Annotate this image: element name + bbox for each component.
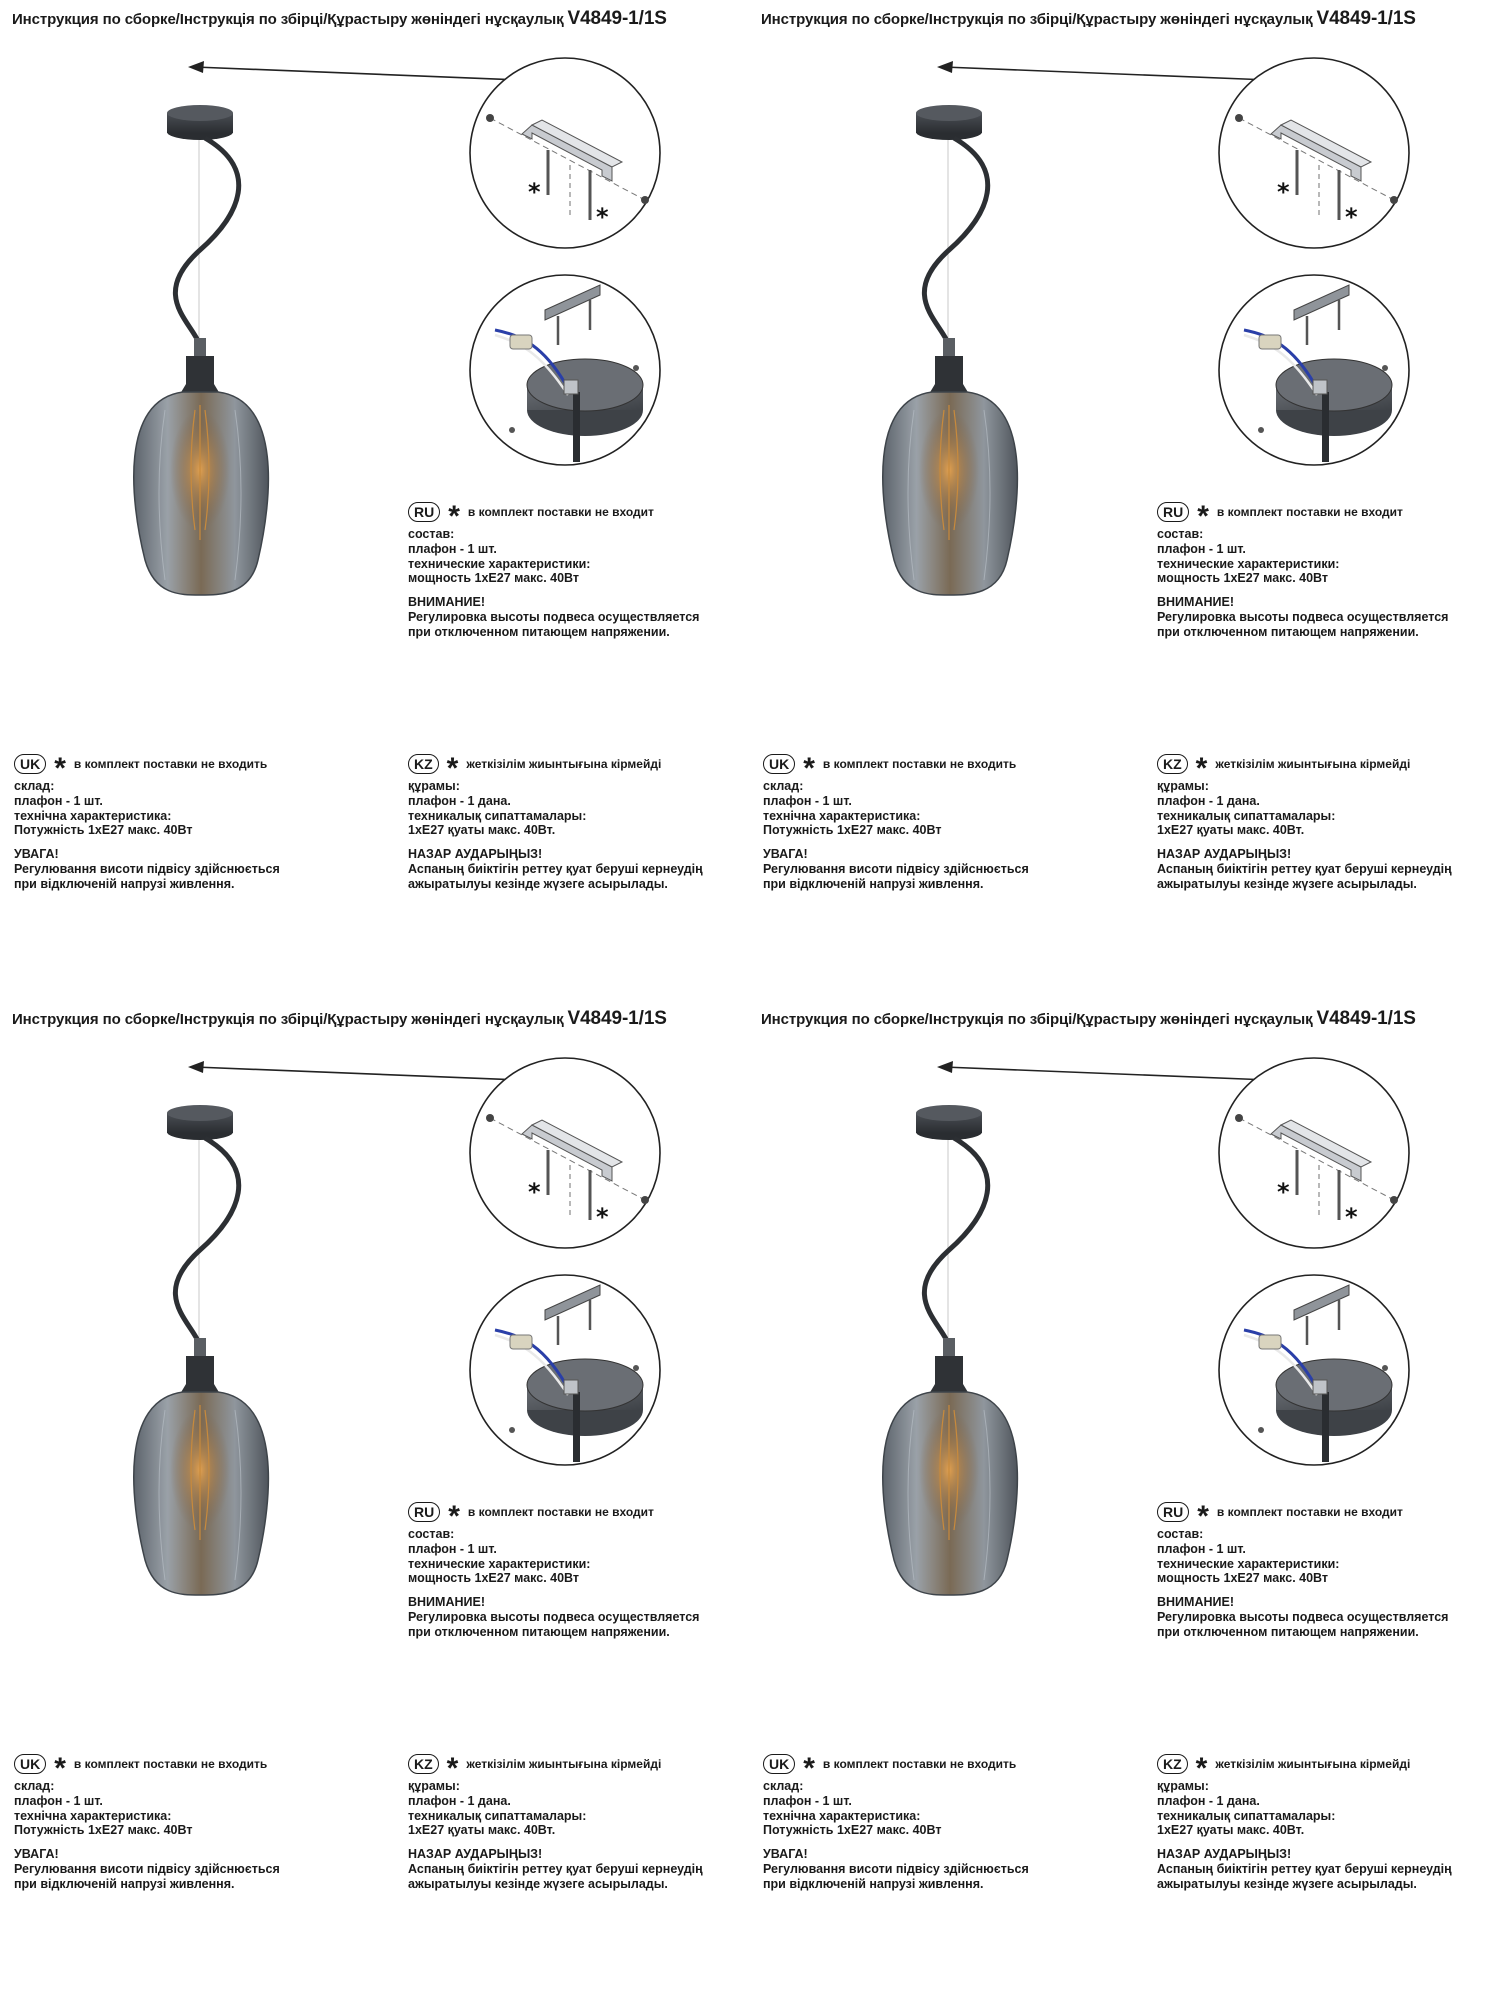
uk-warning-text: при відключеній напрузі живлення. [763, 876, 984, 891]
uk-language-badge: UK [763, 1754, 795, 1774]
asterisk-icon: * [803, 752, 815, 785]
asterisk-icon: * [446, 1752, 459, 1785]
kz-line: плафон - 1 дана. [408, 793, 511, 808]
uk-warning-text: Регулювання висоти підвісу здійснюється [14, 861, 280, 876]
kz-warning-title: НАЗАР АУДАРЫҢЫЗ! [1157, 847, 1292, 862]
asterisk-mark: * [1345, 203, 1358, 231]
kz-not-included-note: жеткізілім жиынтығына кірмейді [466, 756, 662, 771]
uk-warning-text: Регулювання висоти підвісу здійснюється [14, 1861, 280, 1876]
title-text: Инструкция по сборке/Інструкція по збірці/Құрастыру жөніндегі нұсқаулық [12, 11, 564, 28]
uk-section [14, 1752, 280, 1892]
pendant-lamp-image [883, 105, 1018, 595]
uk-not-included-note: в комплект поставки не входить [73, 1756, 268, 1771]
kz-line: 1хЕ27 қуаты макс. 40Вт. [408, 823, 556, 838]
ru-warning-text: Регулировка высоты подвеса осуществляется [1157, 1609, 1449, 1624]
ru-section [1157, 1500, 1448, 1640]
title-text: Инструкция по сборке/Інструкція по збірці/Құрастыру жөніндегі нұсқаулық [12, 1011, 564, 1028]
uk-not-included-note: в комплект поставки не входить [822, 756, 1017, 771]
kz-line: плафон - 1 дана. [1157, 1793, 1260, 1808]
ru-warning-title: ВНИМАНИЕ! [1157, 595, 1234, 610]
instruction-sheet [0, 1000, 748, 2000]
ru-section [1157, 500, 1448, 640]
kz-line: құрамы: [1157, 779, 1209, 793]
kz-section [408, 1752, 703, 1892]
asterisk-mark: * [596, 203, 609, 231]
kz-not-included-note: жеткізілім жиынтығына кірмейді [1215, 756, 1411, 771]
asterisk-mark: * [1277, 178, 1290, 206]
asterisk-icon: * [446, 752, 459, 785]
uk-warning-title: УВАГА! [763, 847, 808, 862]
ru-line: состав: [408, 1527, 455, 1541]
uk-language-badge: UK [14, 1754, 46, 1774]
kz-section [408, 752, 703, 892]
kz-warning-text: Аспаның биіктігін реттеу қуат беруші кернеудің [1157, 1861, 1452, 1876]
wiring-detail-circle [470, 1275, 660, 1465]
pointer-arrow [937, 61, 1269, 80]
uk-not-included-note: в комплект поставки не входить [822, 1756, 1017, 1771]
ru-section [408, 500, 699, 640]
instruction-sheet [0, 0, 748, 1000]
uk-line: Потужність 1хЕ27 макс. 40Вт [763, 1823, 942, 1838]
uk-line: технічна характеристика: [763, 1808, 921, 1823]
bracket-detail-circle [470, 58, 660, 248]
kz-warning-text: Аспаның биіктігін реттеу қуат беруші кернеудің [408, 1861, 703, 1876]
uk-language-badge: UK [14, 754, 46, 774]
ru-warning-title: ВНИМАНИЕ! [1157, 1595, 1234, 1610]
ru-warning-text: Регулировка высоты подвеса осуществляется [408, 609, 700, 624]
bracket-detail-circle [470, 1058, 660, 1248]
asterisk-mark: * [1277, 1178, 1290, 1206]
kz-line: 1хЕ27 қуаты макс. 40Вт. [1157, 1823, 1305, 1838]
asterisk-mark: * [528, 1178, 541, 1206]
uk-line: склад: [763, 1779, 804, 1793]
uk-line: Потужність 1хЕ27 макс. 40Вт [14, 1823, 193, 1838]
model-code: V4849-1/1S [1316, 1008, 1416, 1029]
kz-language-badge: KZ [408, 1754, 439, 1774]
asterisk-icon: * [1195, 1752, 1208, 1785]
uk-line: склад: [763, 779, 804, 793]
ru-warning-text: при отключенном питающем напряжении. [408, 1624, 670, 1639]
ru-not-included-note: в комплект поставки не входит [1216, 504, 1403, 519]
uk-line: плафон - 1 шт. [14, 1793, 103, 1808]
uk-warning-title: УВАГА! [763, 1847, 808, 1862]
uk-line: технічна характеристика: [14, 808, 172, 823]
uk-section [14, 752, 280, 892]
kz-warning-text: Аспаның биіктігін реттеу қуат беруші кернеудің [1157, 861, 1452, 876]
pointer-arrow [937, 1061, 1269, 1080]
kz-line: плафон - 1 дана. [1157, 793, 1260, 808]
ru-line: технические характеристики: [408, 556, 591, 571]
instruction-sheet [749, 0, 1497, 1000]
asterisk-icon: * [448, 500, 460, 533]
title-text: Инструкция по сборке/Інструкція по збірці/Құрастыру жөніндегі нұсқаулық [761, 11, 1313, 28]
kz-section [1157, 752, 1452, 892]
ru-line: технические характеристики: [408, 1556, 591, 1571]
ru-warning-text: при отключенном питающем напряжении. [408, 624, 670, 639]
ru-warning-text: при отключенном питающем напряжении. [1157, 624, 1419, 639]
kz-line: техникалық сипаттамалары: [1157, 1808, 1336, 1823]
kz-line: құрамы: [408, 779, 460, 793]
uk-line: технічна характеристика: [763, 808, 921, 823]
uk-line: Потужність 1хЕ27 макс. 40Вт [14, 823, 193, 838]
ru-section [408, 1500, 699, 1640]
uk-line: склад: [14, 779, 55, 793]
uk-warning-title: УВАГА! [14, 847, 59, 862]
ru-line: мощность 1хЕ27 макс. 40Вт [1157, 571, 1329, 586]
assembly-illustration [0, 0, 748, 760]
bracket-detail-circle [1219, 1058, 1409, 1248]
instruction-sheet [749, 1000, 1497, 2000]
kz-warning-text: Аспаның биіктігін реттеу қуат беруші кернеудің [408, 861, 703, 876]
pendant-lamp-image [134, 1105, 269, 1595]
asterisk-mark: * [528, 178, 541, 206]
wiring-detail-circle [470, 275, 660, 465]
wiring-detail-circle [1219, 1275, 1409, 1465]
assembly-illustration [749, 1000, 1497, 1760]
ru-line: плафон - 1 шт. [408, 1541, 497, 1556]
ru-line: технические характеристики: [1157, 1556, 1340, 1571]
kz-line: 1хЕ27 қуаты макс. 40Вт. [1157, 823, 1305, 838]
ru-line: состав: [1157, 527, 1204, 541]
ru-not-included-note: в комплект поставки не входит [467, 1504, 654, 1519]
asterisk-icon: * [1197, 500, 1209, 533]
ru-language-badge: RU [1157, 502, 1189, 522]
kz-language-badge: KZ [1157, 754, 1188, 774]
uk-line: Потужність 1хЕ27 макс. 40Вт [763, 823, 942, 838]
uk-line: плафон - 1 шт. [763, 793, 852, 808]
kz-warning-text: ажыратылуы кезінде жүзеге асырылады. [408, 876, 668, 891]
kz-line: техникалық сипаттамалары: [1157, 808, 1336, 823]
kz-warning-title: НАЗАР АУДАРЫҢЫЗ! [1157, 1847, 1292, 1862]
kz-line: техникалық сипаттамалары: [408, 808, 587, 823]
asterisk-mark: * [596, 1203, 609, 1231]
ru-line: плафон - 1 шт. [408, 541, 497, 556]
uk-warning-text: Регулювання висоти підвісу здійснюється [763, 861, 1029, 876]
asterisk-icon: * [54, 1752, 66, 1785]
ru-not-included-note: в комплект поставки не входит [1216, 1504, 1403, 1519]
kz-language-badge: KZ [1157, 1754, 1188, 1774]
ru-line: технические характеристики: [1157, 556, 1340, 571]
asterisk-icon: * [1195, 752, 1208, 785]
ru-not-included-note: в комплект поставки не входит [467, 504, 654, 519]
asterisk-icon: * [803, 1752, 815, 1785]
uk-not-included-note: в комплект поставки не входить [73, 756, 268, 771]
assembly-illustration [749, 0, 1497, 760]
uk-warning-text: Регулювання висоти підвісу здійснюється [763, 1861, 1029, 1876]
model-code: V4849-1/1S [567, 8, 667, 29]
pendant-lamp-image [134, 105, 269, 595]
ru-line: мощность 1хЕ27 макс. 40Вт [408, 571, 580, 586]
kz-language-badge: KZ [408, 754, 439, 774]
asterisk-icon: * [1197, 1500, 1209, 1533]
asterisk-icon: * [448, 1500, 460, 1533]
ru-line: плафон - 1 шт. [1157, 1541, 1246, 1556]
kz-warning-text: ажыратылуы кезінде жүзеге асырылады. [1157, 1876, 1417, 1891]
model-code: V4849-1/1S [1316, 8, 1416, 29]
kz-line: техникалық сипаттамалары: [408, 1808, 587, 1823]
ru-language-badge: RU [408, 1502, 440, 1522]
ru-line: плафон - 1 шт. [1157, 541, 1246, 556]
uk-warning-text: при відключеній напрузі живлення. [763, 1876, 984, 1891]
ru-warning-text: Регулировка высоты подвеса осуществляется [408, 1609, 700, 1624]
uk-warning-title: УВАГА! [14, 1847, 59, 1862]
ru-line: состав: [408, 527, 455, 541]
uk-line: склад: [14, 1779, 55, 1793]
bracket-detail-circle [1219, 58, 1409, 248]
kz-line: 1хЕ27 қуаты макс. 40Вт. [408, 1823, 556, 1838]
model-code: V4849-1/1S [567, 1008, 667, 1029]
ru-language-badge: RU [1157, 1502, 1189, 1522]
kz-warning-title: НАЗАР АУДАРЫҢЫЗ! [408, 847, 543, 862]
pointer-arrow [188, 61, 520, 80]
ru-warning-text: при отключенном питающем напряжении. [1157, 1624, 1419, 1639]
kz-warning-title: НАЗАР АУДАРЫҢЫЗ! [408, 1847, 543, 1862]
ru-warning-title: ВНИМАНИЕ! [408, 1595, 485, 1610]
kz-warning-text: ажыратылуы кезінде жүзеге асырылады. [1157, 876, 1417, 891]
kz-line: құрамы: [408, 1779, 460, 1793]
ru-warning-text: Регулировка высоты подвеса осуществляется [1157, 609, 1449, 624]
uk-line: плафон - 1 шт. [763, 1793, 852, 1808]
ru-line: мощность 1хЕ27 макс. 40Вт [408, 1571, 580, 1586]
kz-line: плафон - 1 дана. [408, 1793, 511, 1808]
ru-language-badge: RU [408, 502, 440, 522]
asterisk-icon: * [54, 752, 66, 785]
uk-line: технічна характеристика: [14, 1808, 172, 1823]
kz-not-included-note: жеткізілім жиынтығына кірмейді [466, 1756, 662, 1771]
ru-warning-title: ВНИМАНИЕ! [408, 595, 485, 610]
assembly-illustration [0, 1000, 748, 1760]
pendant-lamp-image [883, 1105, 1018, 1595]
asterisk-mark: * [1345, 1203, 1358, 1231]
uk-warning-text: при відключеній напрузі живлення. [14, 876, 235, 891]
kz-line: құрамы: [1157, 1779, 1209, 1793]
uk-section [763, 1752, 1029, 1892]
pointer-arrow [188, 1061, 520, 1080]
ru-line: мощность 1хЕ27 макс. 40Вт [1157, 1571, 1329, 1586]
uk-language-badge: UK [763, 754, 795, 774]
uk-section [763, 752, 1029, 892]
wiring-detail-circle [1219, 275, 1409, 465]
uk-line: плафон - 1 шт. [14, 793, 103, 808]
title-text: Инструкция по сборке/Інструкція по збірці/Құрастыру жөніндегі нұсқаулық [761, 1011, 1313, 1028]
kz-not-included-note: жеткізілім жиынтығына кірмейді [1215, 1756, 1411, 1771]
kz-section [1157, 1752, 1452, 1892]
uk-warning-text: при відключеній напрузі живлення. [14, 1876, 235, 1891]
ru-line: состав: [1157, 1527, 1204, 1541]
kz-warning-text: ажыратылуы кезінде жүзеге асырылады. [408, 1876, 668, 1891]
